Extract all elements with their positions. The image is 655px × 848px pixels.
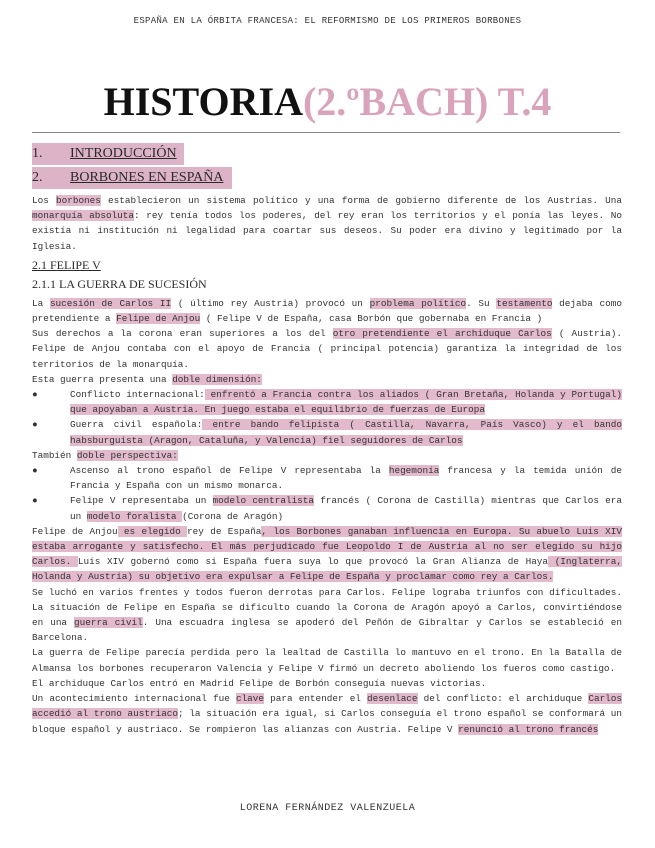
paragraph-almansa: La guerra de Felipe parecía perdida pero la lealtad de Castilla lo mantuvo en el trono. En la Batalla de Almansa los borbones recuperaron Valencia y Felipe V firmó un decreto aboliendo los fueros como castigo. bbox=[32, 647, 622, 674]
bullet-item: ● Conflicto internacional: enfrentó a Francia contra los aliados ( Gran Bretaña, Holanda y Portugal) que apoyaban a Austria. En juego estaba el equilibrio de fuerzas de Europa bbox=[32, 389, 622, 416]
highlighted-phrase: doble perspectiva: bbox=[76, 449, 178, 461]
page-content bbox=[32, 143, 622, 737]
paragraph-perspectiva: También doble perspectiva: bbox=[32, 449, 178, 461]
page-footer-author: LORENA FERNÁNDEZ VALENZUELA bbox=[239, 803, 416, 814]
section-heading-2 bbox=[32, 167, 622, 189]
highlighted-phrase: (Inglaterra, Holanda y Austria) su objetivo era expulsar a Felipe de España y proclamar como rey a Carlos. bbox=[32, 556, 622, 583]
section-label: BORBONES EN ESPAÑA bbox=[70, 170, 224, 185]
highlighted-phrase: modelo centralista bbox=[212, 495, 315, 507]
highlighted-phrase: modelo foralista bbox=[86, 510, 183, 522]
highlighted-phrase: problema político bbox=[369, 297, 467, 309]
highlighted-phrase: otro pretendiente el archiduque Carlos bbox=[332, 328, 552, 340]
highlighted-phrase: clave bbox=[235, 693, 265, 705]
bullet-item: ● Guerra civil española: entre bando felipista ( Castilla, Navarra, País Vasco) y el bando habsburguista (Aragon, Cataluña, y Valencia) fiel seguidores de Carlos bbox=[32, 419, 623, 446]
highlighted-phrase: Carlos accedió al trono austriaco bbox=[32, 693, 623, 720]
highlighted-phrase: sucesión de Carlos II bbox=[49, 297, 172, 309]
paragraph-derechos: Sus derechos a la corona eran superiores a los del otro pretendiente el archiduque Carlos ( Austria). Felipe de Anjou contaba con el apoyo de Francia ( principal potencia) garantiza la integridad de los territorios de la monarquía. bbox=[32, 328, 623, 370]
highlighted-phrase: enfrentó a Francia contra los aliados ( Gran Bretaña, Holanda y Portugal) que apoyaban a Austria. En juego estaba el equilibrio de fuerzas de Europa bbox=[70, 389, 622, 416]
section-number: 1. bbox=[32, 146, 43, 161]
paragraph-madrid: El archiduque Carlos entró en Madrid Felipe de Borbón conseguía nuevas victorias. bbox=[32, 677, 487, 689]
highlighted-phrase: renunció al trono francés bbox=[458, 723, 599, 735]
paragraph-dimension: Esta guerra presenta una doble dimensión: bbox=[32, 373, 262, 385]
highlighted-phrase: guerra civil bbox=[74, 617, 143, 629]
bullet-item: ● Ascenso al trono español de Felipe V representaba la hegemonía francesa y la temida unión de Francia y España con un mismo monarca. bbox=[32, 465, 622, 492]
highlighted-phrase: hegemonía bbox=[388, 465, 440, 477]
section-heading-1 bbox=[32, 143, 622, 165]
paragraph-sucesion: La sucesión de Carlos II ( último rey Austria) provocó un problema político. Su testamento dejaba como pretendiente a Felipe de Anjou ( Felipe V de España, casa Borbón que gobernaba en Francia ) bbox=[32, 297, 622, 325]
section-label: INTRODUCCIÓN bbox=[70, 146, 177, 161]
highlighted-phrase: monarquía absoluta bbox=[32, 210, 134, 222]
highlighted-phrase: entre bando felipista ( Castilla, Navarra, País Vasco) y el bando habsburguista (Aragon, Cataluña, y Valencia) fiel seguidores de Carlos bbox=[70, 419, 623, 446]
highlighted-phrase: testamento bbox=[496, 297, 553, 309]
subheading-guerra-sucesion: 2.1.1 LA GUERRA DE SUCESIÓN bbox=[32, 276, 207, 291]
highlighted-phrase: es elegido bbox=[117, 525, 188, 537]
paragraph-desenlace: Un acontecimiento internacional fue clave para entender el desenlace del conflicto: el archiduque Carlos accedió al trono austriaco; la situación era igual, si Carlos conseguía el trono español se conformará un bloque español y austriaco. Se rompieron las alianzas con Austria. Felipe V renunció al trono francés bbox=[32, 693, 623, 735]
paragraph-intro: Los borbones establecieron un sistema político y una forma de gobierno diferente de los Austrias. Una monarquía absoluta: rey tenía todos los poderes, del rey eran los territorios y el ponía las leyes. No existía ni institución ni legalidad para coartar sus deseos. Su poder era divino y legitimado por la Iglesia. bbox=[32, 195, 622, 252]
highlighted-phrase: doble dimensión: bbox=[172, 373, 262, 385]
title-main: HISTORIA bbox=[103, 79, 303, 124]
highlighted-phrase: Felipe de Anjou bbox=[116, 313, 201, 325]
subheading-felipe-v: 2.1 FELIPE V bbox=[32, 257, 101, 272]
document-title bbox=[0, 78, 655, 126]
paragraph-frentes: Se luchó en varios frentes y todos fueron derrotas para Carlos. Felipe lograba triunfos con dificultades. La situación de Felipe en España se dificulto cuando la Corona de Aragón apoyó a Carlos, convirtiéndose en una guerra civil. Una escuadra inglesa se apoderó del Peñón de Gibraltar y Carlos se estableció en Barcelona. bbox=[32, 586, 622, 644]
bullet-item: ● Felipe V representaba un modelo centralista francés ( Corona de Castilla) mientras que Carlos era un modelo foralista (Corona de Aragón) bbox=[32, 495, 622, 522]
paragraph-eleccion: Felipe de Anjou es elegido rey de España, los Borbones ganaban influencia en Europa. Su abuelo Luis XIV estaba arrogante y satisfecho. El más perjudicado fue Leopoldo I de Austria al no ser elegido su hijo Carlos. Luis XIV gobernó como si España fuera suya lo que provocó la Gran Alianza de Haya (Inglaterra, Holanda y Austria) su objetivo era expulsar a Felipe de España y proclamar como rey a Carlos. bbox=[32, 525, 622, 583]
title-sub: (2.ºBACH) T.4 bbox=[302, 79, 552, 124]
highlighted-phrase: desenlace bbox=[367, 693, 418, 705]
highlighted-phrase: , los Borbones ganaban influencia en Europa. Su abuelo Luis XIV estaba arrogante y satisfecho. El más perjudicado fue Leopoldo I de Austria al no ser elegido su hijo Carlos. bbox=[32, 525, 622, 568]
running-header: ESPAÑA EN LA ÓRBITA FRANCESA: EL REFORMISMO DE LOS PRIMEROS BORBONES bbox=[133, 16, 522, 26]
highlighted-phrase: borbones bbox=[56, 195, 101, 206]
section-number: 2. bbox=[32, 170, 43, 185]
title-rule bbox=[32, 132, 620, 133]
